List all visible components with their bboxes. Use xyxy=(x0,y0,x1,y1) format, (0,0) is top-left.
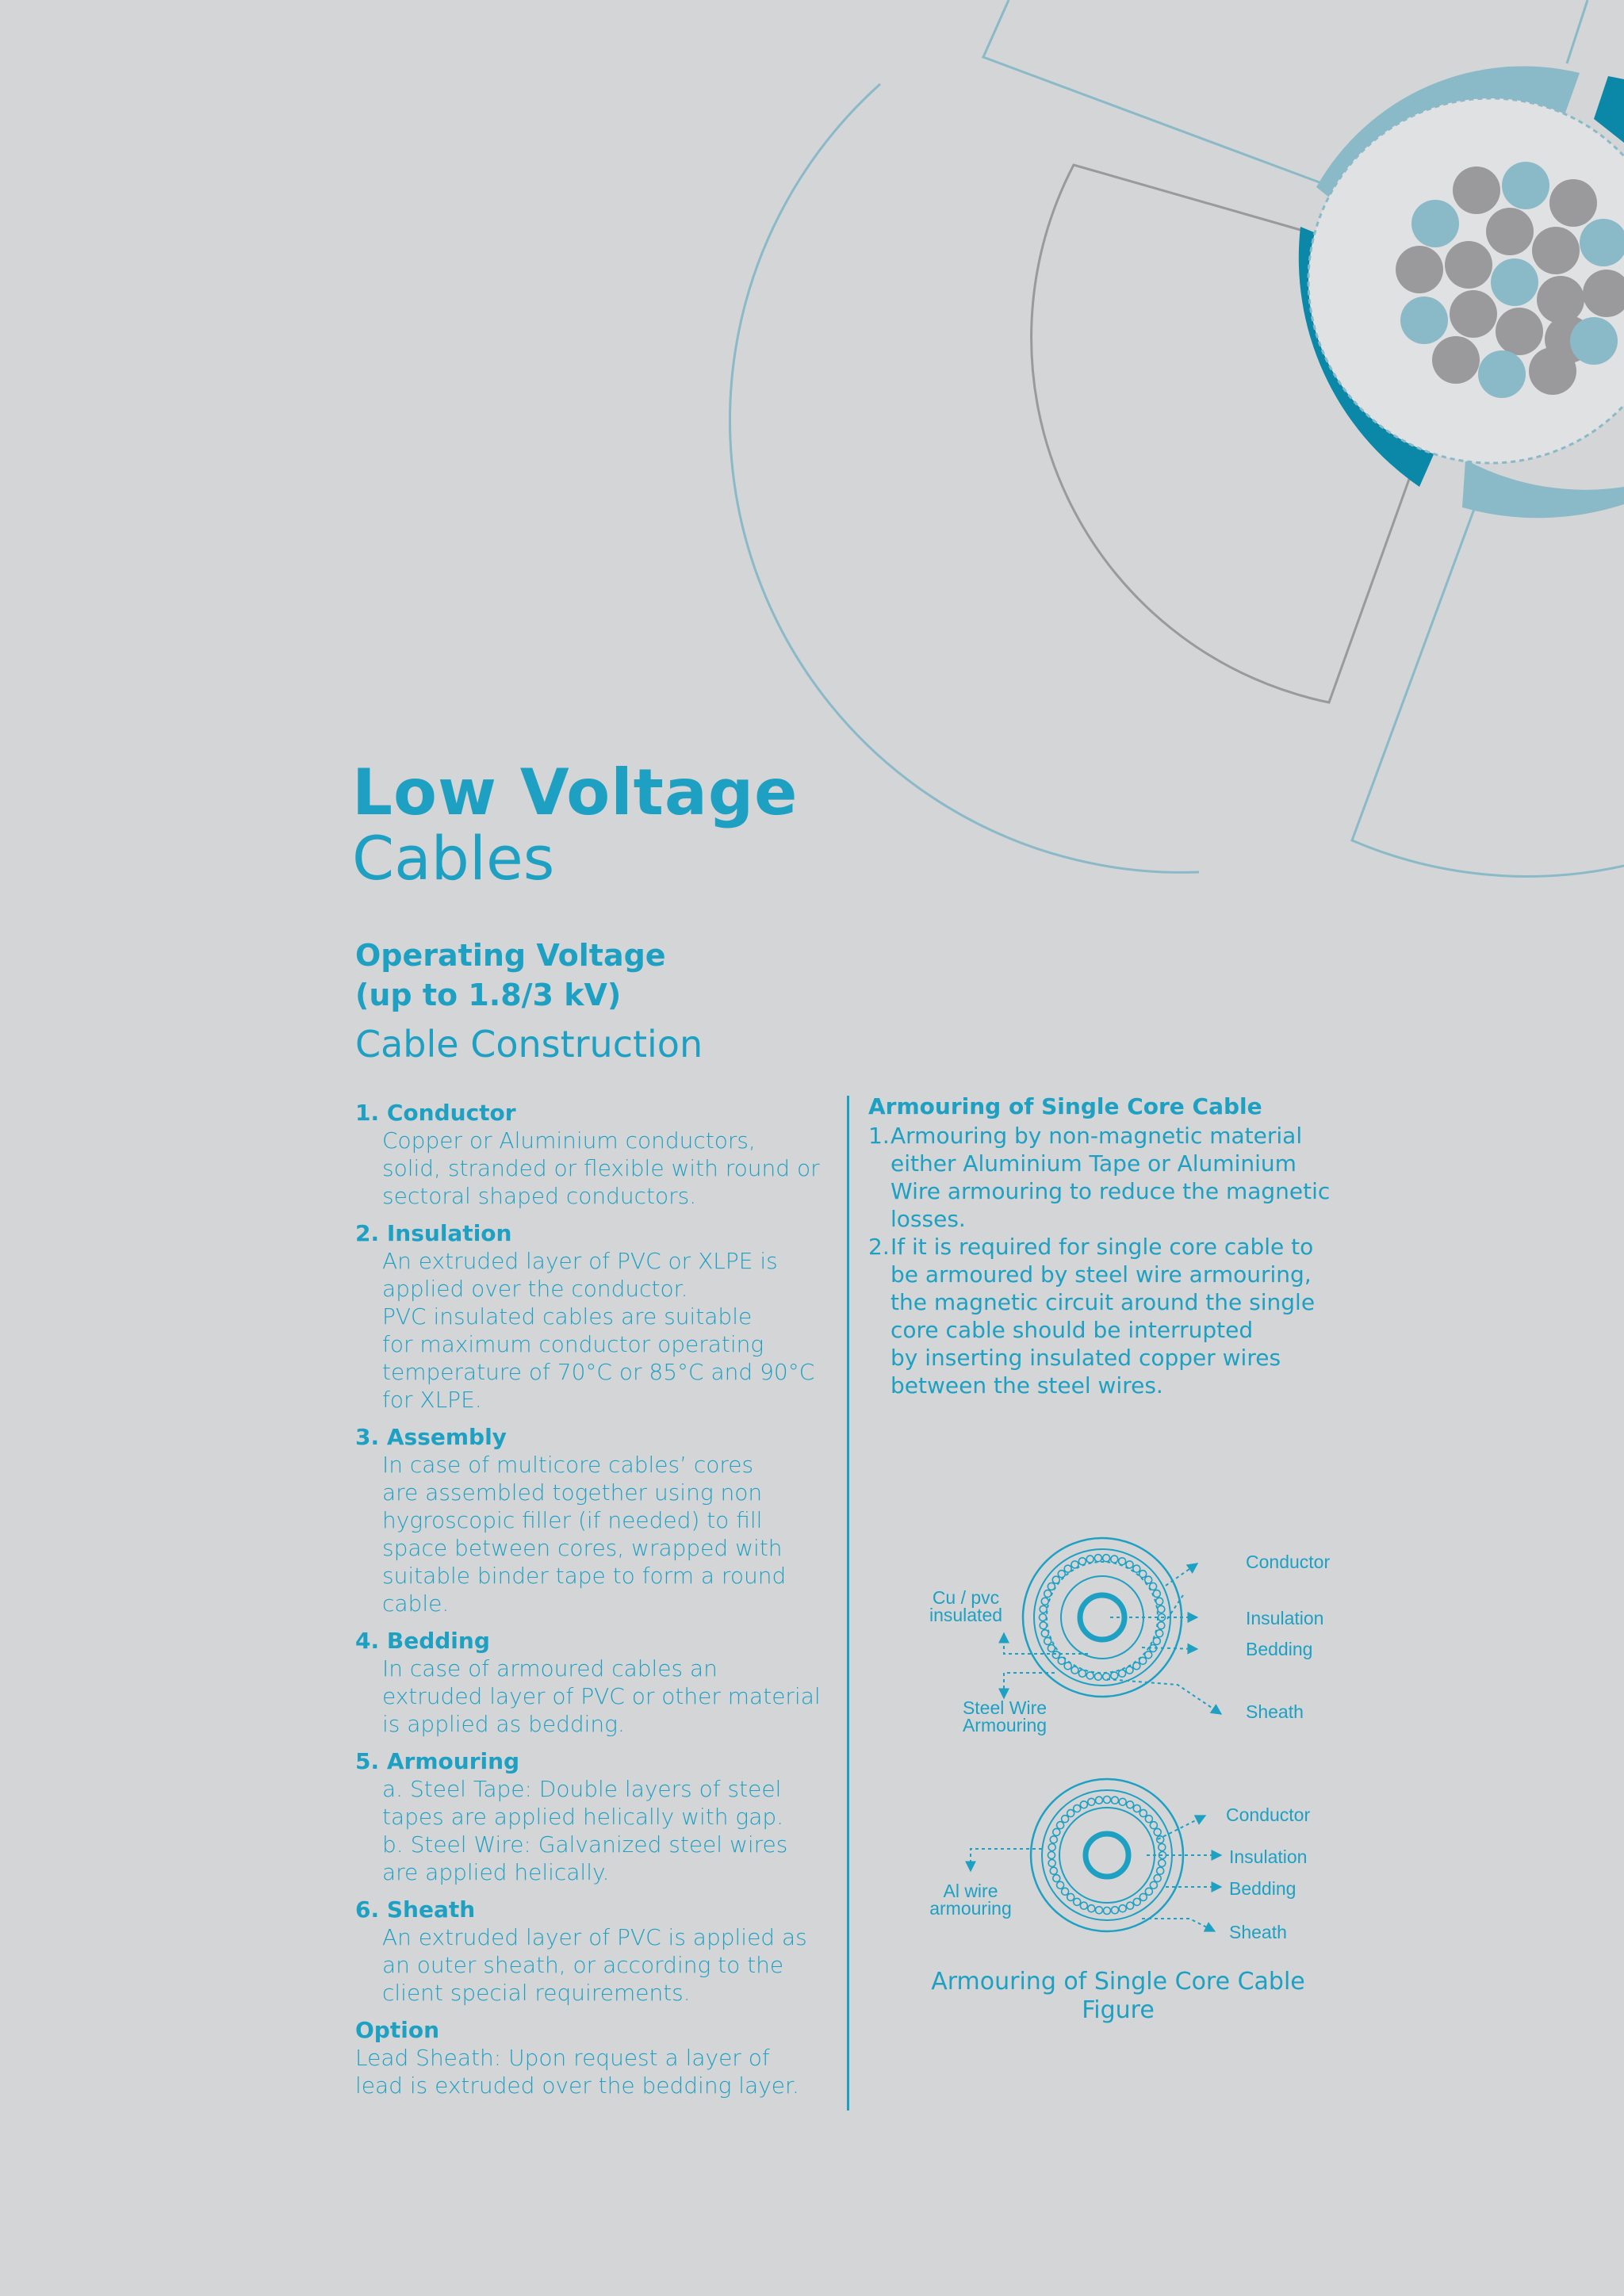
armour-wire xyxy=(1139,1893,1147,1900)
section-body-line: tapes are applied helically with gap. xyxy=(382,1804,784,1830)
armouring-item-line: Wire armouring to reduce the magnetic xyxy=(891,1178,1331,1204)
section-body-line: hygroscopic filler (if needed) to fill xyxy=(382,1507,763,1533)
armour-wire xyxy=(1048,1860,1055,1867)
armour-wire xyxy=(1067,1810,1074,1817)
armour-wire xyxy=(1078,1558,1086,1565)
section-body-line: temperature of 70°C or 85°C and 90°C xyxy=(382,1359,815,1385)
armour-wire xyxy=(1145,1888,1152,1895)
construction-section xyxy=(355,1099,831,1210)
conductor-wire xyxy=(1396,246,1443,293)
armouring-item-number: 1. xyxy=(868,1123,890,1149)
armouring-item-line: If it is required for single core cable to xyxy=(891,1234,1314,1260)
armour-wire xyxy=(1058,1657,1065,1664)
conductor-wire xyxy=(1532,227,1580,274)
upper-right-line xyxy=(1567,0,1588,63)
armour-wire xyxy=(1156,1598,1163,1605)
armouring-item-line: core cable should be interrupted xyxy=(891,1317,1254,1343)
armour-wire xyxy=(1044,1637,1051,1644)
armour-wire xyxy=(1154,1828,1161,1835)
section-body xyxy=(355,1775,831,1886)
armour-wire xyxy=(1041,1598,1048,1605)
section-body-line: sectoral shaped conductors. xyxy=(382,1183,697,1209)
figure-1-cross-section xyxy=(929,1538,1330,1735)
fig1-insulation-label: Insulation xyxy=(1246,1608,1324,1628)
subtitle-line1: Operating Voltage xyxy=(355,938,666,973)
armouring-item-number: 2. xyxy=(868,1234,890,1260)
armour-wire xyxy=(1133,1805,1140,1812)
section-body-line: b. Steel Wire: Galvanized steel wires xyxy=(382,1831,788,1858)
dark-blue-ring-right xyxy=(1594,76,1624,143)
page-title-bold: Low Voltage xyxy=(352,756,799,829)
armour-wire xyxy=(1057,1822,1064,1829)
armour-wire xyxy=(1053,1828,1060,1835)
section-heading: 3. Assembly xyxy=(355,1424,507,1450)
armour-wire xyxy=(1111,1556,1118,1563)
armour-wire xyxy=(1074,1805,1081,1812)
armouring-item-line: between the steel wires. xyxy=(891,1372,1163,1399)
armouring-item xyxy=(868,1233,1376,1399)
armouring-item-line: losses. xyxy=(891,1206,966,1232)
page-title-light: Cables xyxy=(352,823,555,894)
fig1-bedding-label: Bedding xyxy=(1246,1639,1313,1659)
armour-wire xyxy=(1119,1558,1126,1565)
armour-wire xyxy=(1119,1670,1126,1677)
armour-wire xyxy=(1127,1902,1134,1909)
armour-wire xyxy=(1050,1836,1057,1843)
fig2-sheath-label: Sheath xyxy=(1229,1922,1287,1942)
armour-wire xyxy=(1040,1614,1047,1621)
section-body-line: for maximum conductor operating xyxy=(382,1331,764,1357)
conductor-wire xyxy=(1478,350,1526,398)
armour-wire xyxy=(1086,1556,1094,1563)
fig1-left-top-label-2: insulated xyxy=(929,1605,1003,1625)
cable-cross-section-illustration xyxy=(0,0,1624,904)
fig2-left-label-2: armouring xyxy=(929,1898,1012,1919)
armour-wire xyxy=(1150,1583,1157,1590)
armouring-item-line: Armouring by non-magnetic material xyxy=(891,1123,1303,1149)
section-body-line: suitable binder tape to form a round xyxy=(382,1563,787,1589)
armour-wire xyxy=(1158,1622,1165,1629)
upper-arc-line xyxy=(983,0,1332,187)
armour-wire xyxy=(1126,1667,1133,1674)
section-body xyxy=(355,1127,831,1210)
option-line: lead is extruded over the bedding layer. xyxy=(355,2072,799,2099)
section-heading: 1. Conductor xyxy=(355,1100,516,1126)
armour-wire xyxy=(1078,1670,1086,1677)
construction-section xyxy=(355,1423,831,1617)
section-heading: 2. Insulation xyxy=(355,1220,512,1246)
armour-wire xyxy=(1145,1651,1152,1659)
armour-wire xyxy=(1153,1637,1160,1644)
figure-caption xyxy=(896,1968,1340,2025)
armour-wire xyxy=(1145,1576,1152,1583)
section-body-line: applied over the conductor. xyxy=(382,1276,688,1302)
armour-wire xyxy=(1145,1816,1152,1823)
construction-section xyxy=(355,1747,831,1886)
section-body-line: An extruded layer of PVC is applied as xyxy=(382,1924,807,1950)
armouring-figures xyxy=(872,1506,1380,1950)
cable-construction-heading: Cable Construction xyxy=(355,1023,703,1066)
armour-wire xyxy=(1159,1844,1166,1851)
conductor-wire xyxy=(1537,276,1584,323)
armour-wire xyxy=(1052,1651,1059,1659)
armouring-item-text xyxy=(891,1122,1376,1233)
fig1-sheath-label: Sheath xyxy=(1246,1701,1304,1722)
armour-wire xyxy=(1139,1810,1147,1817)
section-body xyxy=(355,1655,831,1738)
option-heading: Option xyxy=(355,2017,439,2043)
armour-wire xyxy=(1094,1673,1101,1680)
section-body-line: an outer sheath, or according to the xyxy=(382,1952,784,1978)
armour-wire xyxy=(1080,1902,1087,1909)
light-blue-ring-bottom xyxy=(1462,460,1624,518)
armour-wire xyxy=(1088,1905,1095,1912)
armour-wire xyxy=(1133,1663,1140,1670)
armour-wire xyxy=(1133,1898,1140,1905)
conductor-wire xyxy=(1529,347,1576,395)
armouring-item-line: by inserting insulated copper wires xyxy=(891,1345,1281,1371)
armour-wire xyxy=(1048,1852,1055,1859)
conductor-wire xyxy=(1549,179,1597,227)
armour-wire xyxy=(1040,1605,1047,1613)
section-heading: 6. Sheath xyxy=(355,1896,476,1923)
outer-arc-line xyxy=(730,84,1199,872)
lower-arc-line xyxy=(1352,503,1624,876)
armour-wire xyxy=(1074,1898,1081,1905)
armour-wire xyxy=(1062,1888,1069,1895)
subtitle-line2: (up to 1.8/3 kV) xyxy=(355,978,622,1012)
operating-voltage-heading xyxy=(355,936,910,1015)
figure-2-cross-section xyxy=(929,1779,1310,1942)
section-body xyxy=(355,1923,831,2007)
armour-wire xyxy=(1044,1590,1051,1598)
fig2-left-label-1: Al wire xyxy=(943,1881,998,1901)
armour-wire xyxy=(1153,1590,1160,1598)
armour-wire xyxy=(1040,1622,1047,1629)
armour-wire xyxy=(1119,1798,1126,1805)
fig2-insulation-label: Insulation xyxy=(1229,1846,1308,1867)
armour-wire xyxy=(1088,1798,1095,1805)
fig1-left-bottom-label-1: Steel Wire xyxy=(962,1697,1048,1718)
section-body-line: An extruded layer of PVC or XLPE is xyxy=(382,1248,778,1274)
armour-wire xyxy=(1048,1844,1055,1851)
armour-wire xyxy=(1064,1663,1071,1670)
conductor-wire xyxy=(1486,208,1534,255)
construction-section xyxy=(355,1219,831,1414)
armour-wire xyxy=(1041,1630,1048,1637)
section-body-line: PVC insulated cables are suitable xyxy=(382,1303,753,1330)
armour-wire xyxy=(1071,1667,1078,1674)
armouring-item-line: either Aluminium Tape or Aluminium xyxy=(891,1150,1297,1177)
armouring-items xyxy=(868,1122,1376,1399)
armour-wire xyxy=(1139,1571,1147,1578)
armour-wire xyxy=(1058,1571,1065,1578)
fig2-bedding-label: Bedding xyxy=(1229,1878,1297,1899)
armour-wire xyxy=(1150,1881,1157,1888)
armour-wire xyxy=(1157,1867,1164,1874)
section-body-line: are assembled together using non xyxy=(382,1479,763,1506)
armour-wire xyxy=(1057,1881,1064,1888)
conductor-wire xyxy=(1445,241,1492,289)
armour-wire xyxy=(1048,1583,1055,1590)
construction-section xyxy=(355,1896,831,2007)
section-body-line: for XLPE. xyxy=(382,1387,482,1413)
armour-wire xyxy=(1159,1860,1166,1867)
option-line: Lead Sheath: Upon request a layer of xyxy=(355,2045,770,2071)
section-body-line: In case of multicore cables’ cores xyxy=(382,1452,754,1478)
armour-wire xyxy=(1050,1867,1057,1874)
section-body-line: space between cores, wrapped with xyxy=(382,1535,783,1561)
armour-wire xyxy=(1111,1672,1118,1679)
fig1-conductor-label: Conductor xyxy=(1246,1552,1331,1572)
conductor-wire xyxy=(1450,290,1497,338)
armour-wire xyxy=(1067,1893,1074,1900)
armour-wire xyxy=(1156,1630,1163,1637)
armouring-item-text xyxy=(891,1233,1376,1399)
section-body-line: In case of armoured cables an xyxy=(382,1655,718,1682)
armour-wire xyxy=(1157,1836,1164,1843)
armour-wire xyxy=(1080,1801,1087,1808)
option-section xyxy=(355,2016,831,2099)
armour-wire xyxy=(1112,1907,1119,1914)
armour-wire xyxy=(1053,1875,1060,1882)
section-body-line: extruded layer of PVC or other material xyxy=(382,1683,821,1709)
section-body-line: a. Steel Tape: Double layers of steel xyxy=(382,1776,782,1802)
fig1-left-bottom-label-2: Armouring xyxy=(962,1715,1048,1735)
conductor-wire xyxy=(1502,162,1549,209)
armouring-section xyxy=(868,1093,1376,1399)
section-body-line: are applied helically. xyxy=(382,1859,610,1885)
armour-wire xyxy=(1096,1797,1103,1804)
armour-wire xyxy=(1064,1565,1071,1572)
armour-wire xyxy=(1119,1905,1126,1912)
armour-wire xyxy=(1062,1816,1069,1823)
armour-wire xyxy=(1154,1875,1161,1882)
section-heading: 5. Armouring xyxy=(355,1748,520,1774)
section-body-line: solid, stranded or flexible with round or xyxy=(382,1155,820,1181)
armour-wire xyxy=(1071,1561,1078,1568)
section-body-line: Copper or Aluminium conductors, xyxy=(382,1127,756,1154)
section-body-line: is applied as bedding. xyxy=(382,1711,625,1737)
caption-line1: Armouring of Single Core Cable xyxy=(931,1968,1305,1996)
construction-section xyxy=(355,1627,831,1738)
armour-wire xyxy=(1094,1555,1101,1562)
armour-wire xyxy=(1127,1801,1134,1808)
conductor-wire xyxy=(1570,317,1618,365)
armour-wire xyxy=(1104,1797,1111,1804)
armour-wire xyxy=(1096,1907,1103,1914)
conductor-wire xyxy=(1432,336,1480,384)
armour-wire xyxy=(1048,1645,1055,1652)
section-heading: 4. Bedding xyxy=(355,1628,490,1654)
section-body-line: cable. xyxy=(382,1590,450,1617)
armour-wire xyxy=(1139,1657,1147,1664)
column-divider xyxy=(847,1096,849,2110)
fig1-left-top-label-1: Cu / pvc xyxy=(932,1587,1000,1608)
conductor-wire xyxy=(1491,258,1538,306)
armour-wire xyxy=(1158,1605,1165,1613)
section-body xyxy=(355,1451,831,1617)
armour-wire xyxy=(1126,1561,1133,1568)
armouring-item xyxy=(868,1122,1376,1233)
conductor-wire xyxy=(1453,166,1500,214)
conductor-wire xyxy=(1400,297,1448,344)
armour-wire xyxy=(1150,1822,1157,1829)
construction-sections xyxy=(355,1099,831,2099)
armour-wire xyxy=(1104,1908,1111,1915)
armouring-item-line: be armoured by steel wire armouring, xyxy=(891,1261,1312,1288)
section-body-line: client special requirements. xyxy=(382,1980,691,2006)
armour-wire xyxy=(1112,1797,1119,1804)
conductor-wire xyxy=(1411,200,1459,247)
armour-wire xyxy=(1086,1672,1094,1679)
armouring-item-line: the magnetic circuit around the single xyxy=(891,1289,1316,1315)
armour-wire xyxy=(1133,1565,1140,1572)
conductor-wire xyxy=(1496,308,1543,355)
fig2-conductor-label: Conductor xyxy=(1226,1804,1311,1825)
section-body xyxy=(355,1247,831,1414)
armour-wire xyxy=(1052,1576,1059,1583)
caption-line2: Figure xyxy=(1082,1996,1155,2024)
armour-wire xyxy=(1103,1555,1110,1562)
armouring-heading: Armouring of Single Core Cable xyxy=(868,1093,1262,1119)
